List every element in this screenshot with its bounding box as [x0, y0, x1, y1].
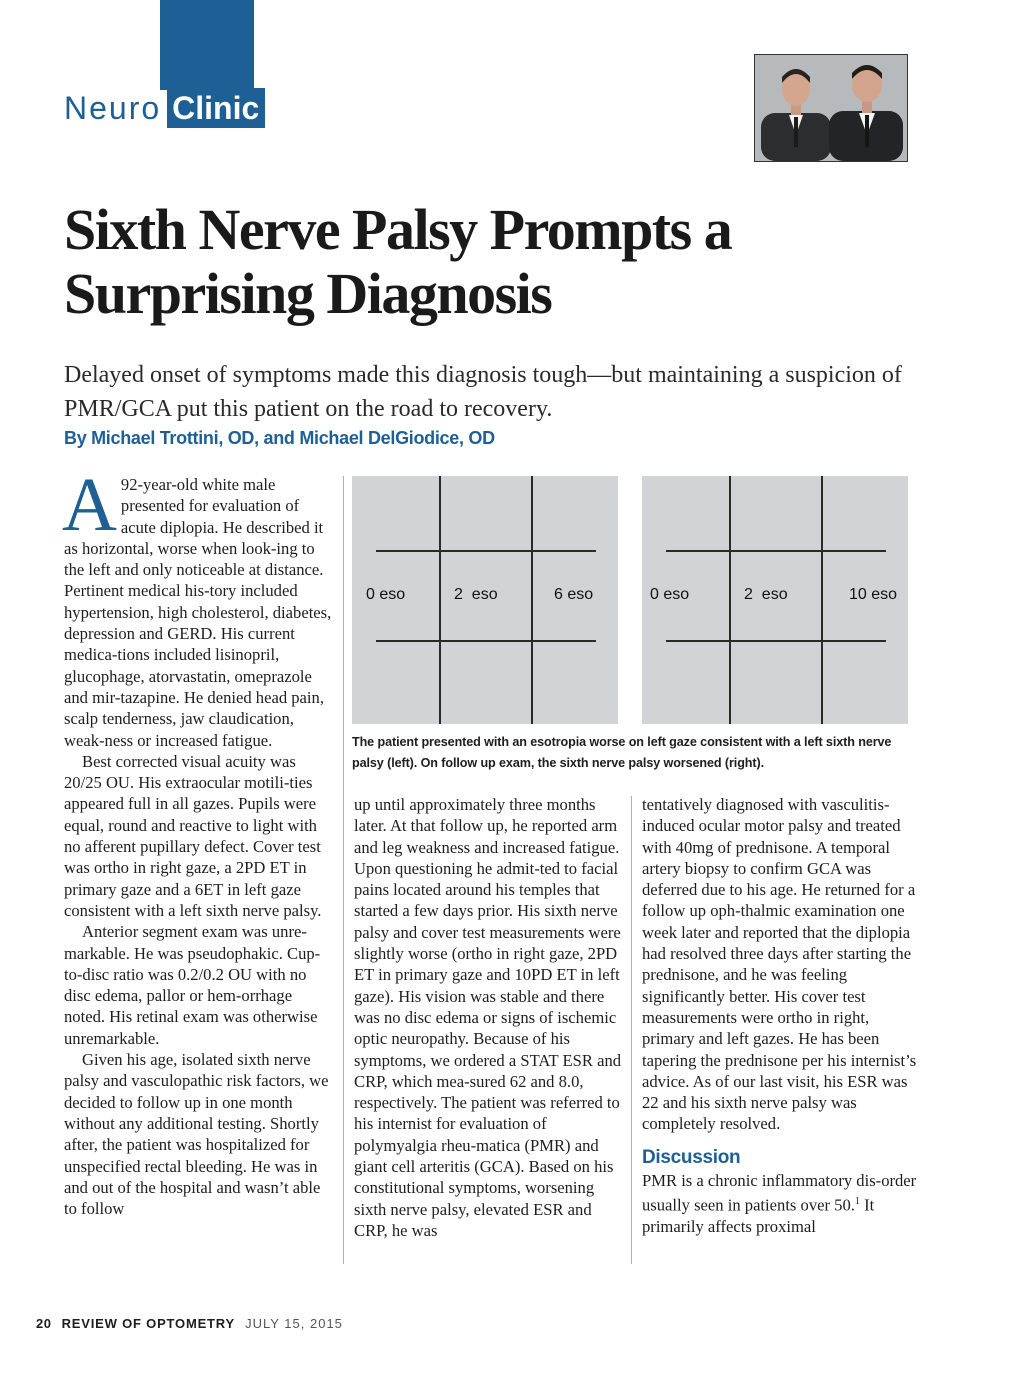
- grid-line: [439, 476, 441, 724]
- body-column-1: [62, 463, 336, 1219]
- footnote-ref: 1: [854, 1196, 860, 1208]
- figure-caption: The patient presented with an esotropia worse on left gaze consistent with a left sixth nerve palsy (left). On follow up exam, the sixth nerve palsy worsened (right).: [352, 735, 892, 770]
- body-column-2: [354, 794, 628, 1241]
- paragraph: [642, 1170, 918, 1237]
- article-title-line1: Sixth Nerve Palsy Prompts a: [64, 197, 732, 262]
- paragraph: tentatively diagnosed with vasculitis-induced ocular motor palsy and treated with 40mg of prednisone. A temporal artery biopsy to confirm GCA was deferred due to his age. He returned for a follow up oph-thalmic examination one week later and reported that the diplopia had resolved three days after starting the prednisone, and he was feeling significantly better. His cover test measurements were ortho in right, primary and left gazes. He has been tapering the prednisone per his internist’s advice. As of our last visit, his ESR was 22 and his sixth nerve palsy was completely resolved.: [642, 795, 917, 1134]
- section-label-neuro: Neuro: [64, 90, 162, 126]
- discussion-heading: Discussion: [642, 1146, 741, 1168]
- gaze-label-right: 0 eso: [366, 586, 406, 603]
- page-footer: [36, 1316, 343, 1331]
- gaze-label-right: 0 eso: [650, 586, 690, 603]
- article-title-line2: Surprising Diagnosis: [64, 261, 552, 326]
- gaze-label-left: 10 eso: [849, 586, 898, 603]
- authors-photo-icon: [755, 55, 907, 161]
- column-divider: [343, 476, 344, 1264]
- paragraph: Anterior segment exam was unre-markable. He was pseudophakic. Cup-to-disc ratio was 0.2/0.2 OU with no disc edema, pallor or hem-orrhage noted. His retinal exam was otherwise unremarkable.: [64, 922, 321, 1048]
- section-tab-bar: [160, 0, 254, 90]
- paragraph: [62, 463, 336, 751]
- grid-line: [376, 640, 596, 642]
- drop-cap: A: [62, 463, 117, 547]
- page-number: 20: [36, 1316, 52, 1331]
- article-title: [64, 198, 924, 326]
- gaze-grid-left: [352, 476, 618, 724]
- section-label-clinic: Clinic: [167, 88, 265, 128]
- paragraph-text: 92-year-old white male presented for evaluation of acute diplopia. He described it as horizontal, worse when look-ing to the left and only noticeable at distance. Pertinent medical his-tory included hypertension, high cholesterol, diabetes, depression and GERD. His current medica-tions included lisinopril, glucophage, atorvastatin, omeprazole and mir-tazapine. He denied head pain, scalp tenderness, jaw claudication, weak-ness or increased fatigue.: [64, 475, 332, 750]
- paragraph: Best corrected visual acuity was 20/25 OU. His extraocular motili-ties appeared full in all gazes. Pupils were equal, round and reactive to light with no afferent pupillary defect. Cover test was ortho in right gaze, a 2PD ET in primary gaze and a 6ET in left gaze consistent with a left sixth nerve palsy.: [64, 751, 322, 920]
- gaze-label-left: 6 eso: [554, 586, 594, 603]
- publication-date: JULY 15, 2015: [245, 1316, 343, 1331]
- grid-line: [531, 476, 533, 724]
- grid-line: [376, 550, 596, 552]
- grid-line: [666, 640, 886, 642]
- paragraph-text: It primarily affects proximal: [642, 1195, 875, 1237]
- gaze-label-primary: 2 eso: [454, 586, 498, 603]
- authors-photo: [754, 54, 908, 162]
- grid-line: [729, 476, 731, 724]
- paragraph-text: PMR is a chronic inflammatory dis-order usually seen in patients over 50.: [642, 1171, 917, 1215]
- article-byline: By Michael Trottini, OD, and Michael DelGiodice, OD: [64, 428, 495, 448]
- gaze-label-primary: 2 eso: [744, 586, 788, 603]
- column-divider: [631, 796, 632, 1264]
- paragraph: Given his age, isolated sixth nerve palsy and vasculopathic risk factors, we decided to follow up in one month without any additional testing. Shortly after, the patient was hospitalized for unspecified rectal bleeding. He was in and out of the hospital and wasn’t able to follow: [64, 1050, 329, 1219]
- gaze-grid-right: [642, 476, 908, 724]
- body-column-3: [642, 794, 918, 1237]
- section-label: [64, 88, 265, 128]
- paragraph: up until approximately three months later. At that follow up, he reported arm and leg weakness and increased fatigue. Upon questioning he admit-ted to facial pains located around his temples that started a few days prior. His sixth nerve palsy and cover test measurements were slightly worse (ortho in right gaze, 2PD ET in primary gaze and 10PD ET in left gaze). His vision was stable and there was no disc edema or signs of ischemic optic neuropathy. Because of his symptoms, we ordered a STAT ESR and CRP, which mea-sured 62 and 8.0, respectively. The patient was referred to his internist for evaluation of polymyalgia rheu-matica (PMR) and giant cell arteritis (GCA). Based on his constitutional symptoms, worsening sixth nerve palsy, elevated ESR and CRP, he was: [354, 795, 622, 1240]
- grid-line: [666, 550, 886, 552]
- grid-line: [821, 476, 823, 724]
- publication-name: REVIEW OF OPTOMETRY: [61, 1316, 235, 1331]
- article-deck: Delayed onset of symptoms made this diagnosis tough—but maintaining a suspicion of PMR/GCA put this patient on the road to recovery.: [64, 362, 902, 422]
